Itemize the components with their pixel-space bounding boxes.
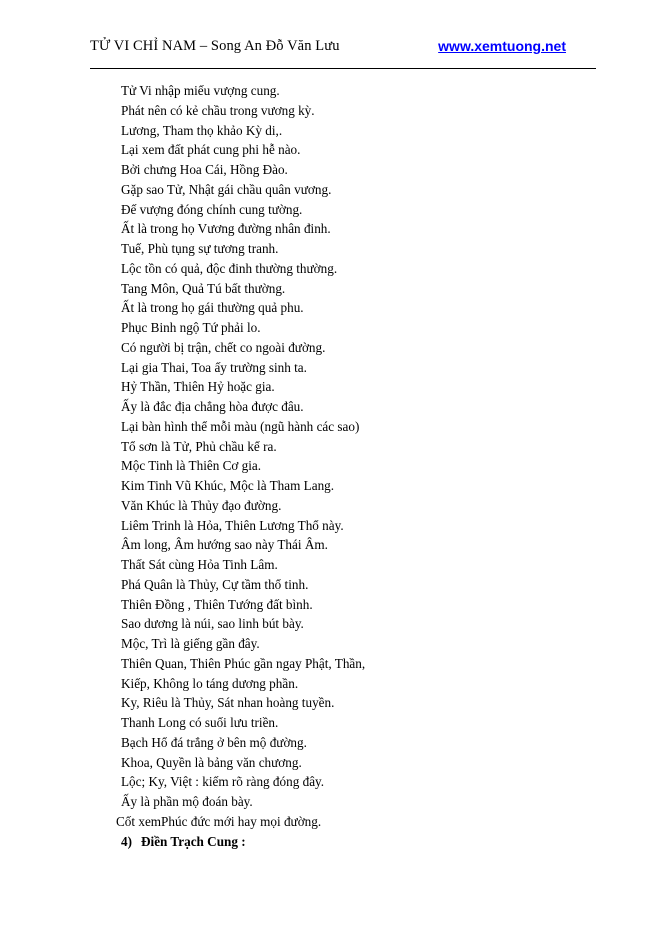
poem-line: Lại bàn hình thể mỗi màu (ngũ hành các sao) [121, 418, 360, 434]
poem-line: Thiên Đồng , Thiên Tướng đất bình. [121, 596, 313, 612]
poem-line: Có người bị trận, chết co ngoài đường. [121, 339, 326, 355]
poem-line: Âm long, Âm hướng sao này Thái Âm. [121, 537, 328, 553]
poem-line: Hỷ Thần, Thiên Hỷ hoặc gia. [121, 379, 275, 395]
header-title: TỬ VI CHỈ NAM – Song An Đỗ Văn Lưu [90, 38, 340, 54]
poem-line: Đế vượng đóng chính cung tường. [121, 201, 303, 217]
poem-line: Gặp sao Tử, Nhật gái chầu quân vương. [121, 181, 332, 197]
poem-line: Ấy là phần mộ đoán bày. [121, 794, 253, 809]
poem-line: Thiên Quan, Thiên Phúc gần ngay Phật, Thần, [121, 655, 366, 671]
header-website-link[interactable]: www.xemtuong.net [438, 38, 566, 54]
poem-line: Phục Binh ngộ Tứ phải lo. [121, 320, 261, 335]
poem-line: Lương, Tham thọ khảo Kỳ di,. [121, 122, 283, 138]
poem-line: Lại xem đất phát cung phi hễ nào. [121, 142, 301, 158]
poem-line: Lại gia Thai, Toa ấy trường sinh ta. [121, 359, 307, 375]
poem-line: Ất là trong họ Vương đường nhân đinh. [121, 221, 331, 237]
page-header [90, 37, 566, 57]
poem-line: Thất Sát cùng Hỏa Tinh Lâm. [121, 557, 278, 572]
poem-line: Ky, Riêu là Thủy, Sát nhan hoàng tuyền. [121, 695, 335, 711]
poem-line: Sao dương là núi, sao linh bút bày. [121, 616, 304, 632]
poem-line: Bởi chưng Hoa Cái, Hồng Đào. [121, 162, 288, 177]
poem-line: Tổ sơn là Tử, Phủ chầu kể ra. [121, 438, 277, 454]
poem-body [0, 81, 669, 851]
section-number: 4) [121, 833, 132, 849]
poem-line: Mộc, Trì là giếng gần đây. [121, 636, 260, 651]
poem-line: Cốt xemPhúc đức mới hay mọi đường. [116, 813, 322, 829]
poem-line: Tang Môn, Quả Tú bất thường. [121, 280, 286, 296]
poem-line: Tuế, Phù tụng sự tương tranh. [121, 241, 279, 256]
poem-line: Lộc tồn có quả, độc đinh thường thường. [121, 260, 338, 276]
poem-line: Kim Tinh Vũ Khúc, Mộc là Tham Lang. [121, 478, 335, 493]
poem-line: Phá Quân là Thủy, Cự tầm thổ tinh. [121, 576, 309, 592]
poem-line: Liêm Trinh là Hỏa, Thiên Lương Thổ này. [121, 517, 344, 533]
poem-line: Mộc Tinh là Thiên Cơ gia. [121, 458, 262, 474]
poem-line: Ất là trong họ gái thường quả phu. [121, 300, 304, 316]
header-divider [90, 68, 596, 69]
section-heading [0, 832, 669, 852]
poem-line: Văn Khúc là Thủy đạo đường. [121, 497, 282, 513]
poem-line: Khoa, Quyền là bảng văn chương. [121, 754, 302, 770]
poem-line: Kiếp, Không lo táng dương phần. [121, 675, 299, 691]
poem-line: Bạch Hổ đá trắng ở bên mộ đường. [121, 734, 307, 750]
poem-line: Lộc; Ky, Việt : kiếm rõ ràng đóng đây. [121, 774, 325, 790]
poem-line: Thanh Long có suối lưu triền. [121, 715, 279, 730]
poem-line: Ấy là đắc địa chẳng hòa được đâu. [121, 399, 304, 414]
poem-line: Tử Vi nhập miếu vượng cung. [121, 83, 280, 98]
poem-line: Phát nên có kẻ chầu trong vương kỳ. [121, 102, 315, 118]
section-title: Điền Trạch Cung : [141, 833, 246, 849]
